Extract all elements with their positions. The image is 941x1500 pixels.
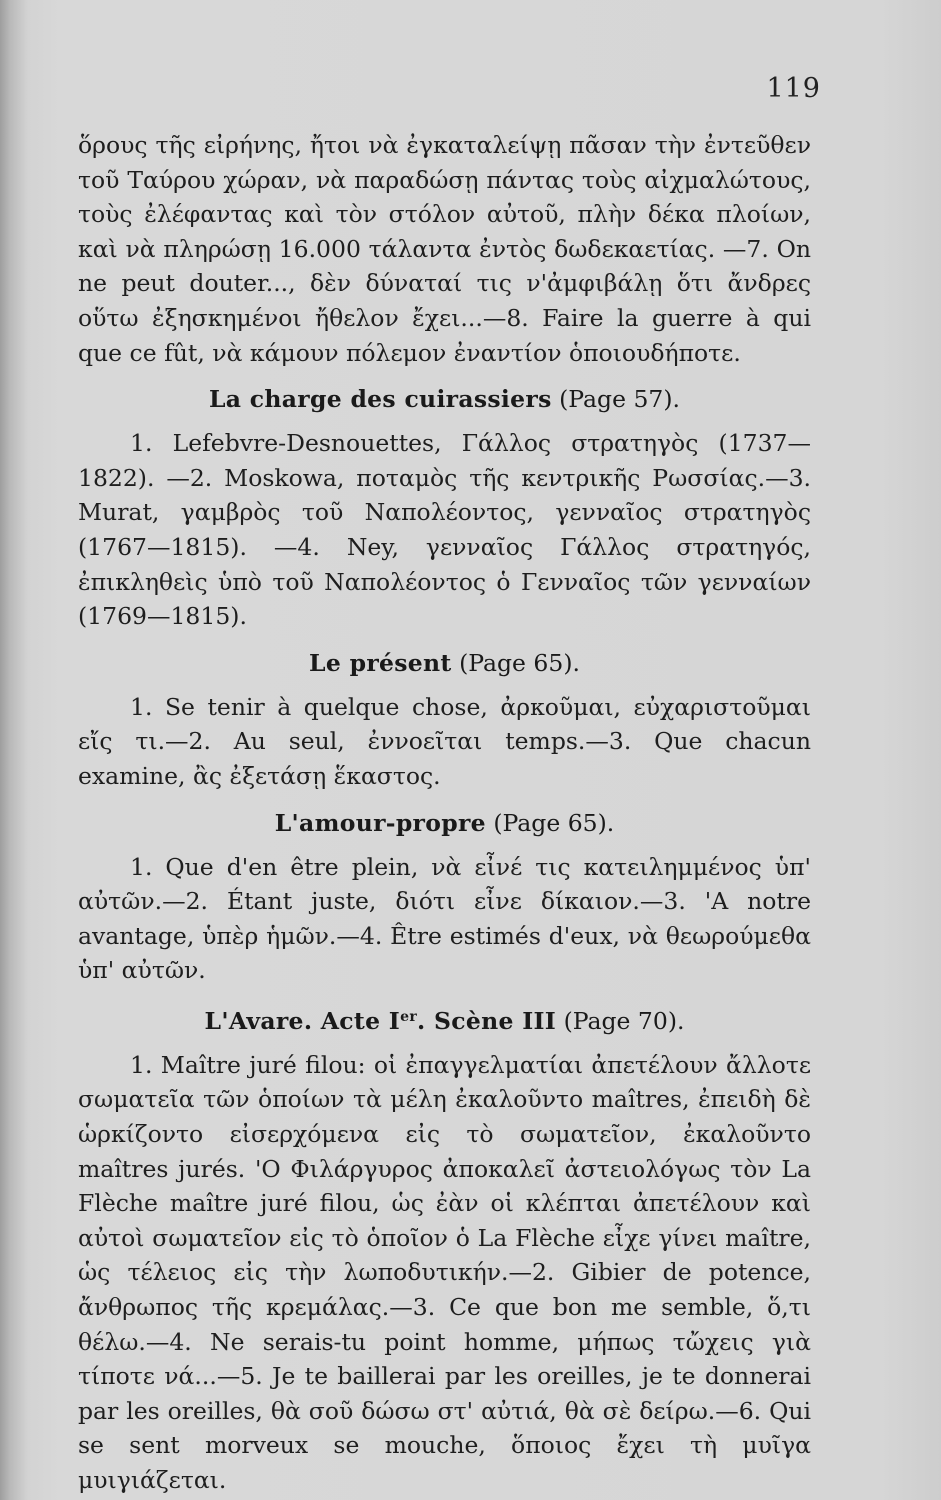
page-number: 119 (766, 73, 821, 104)
section-title (205, 1007, 557, 1035)
section-title: Le présent (309, 648, 452, 677)
paragraph-continuation: ὅρους τῆς εἰρήνης, ἤτοι νὰ ἐγκαταλείψῃ πᾶσαν τὴν ἐντεῦθεν τοῦ Ταύρου χώραν, νὰ παραδώσῃ πάντας τοὺς αἰχμαλώτους, τοὺς ἐλέφαντας καὶ τὸν στόλον αὐτοῦ, πλὴν δέκα πλοίων, καὶ νὰ πληρώσῃ 16.000 τάλαντα ἐντὸς δωδεκαετίας. —7. On ne peut douter..., δὲν δύναταί τις ν'ἀμφιβάλῃ ὅτι ἄνδρες οὕτω ἐξησκημένοι ἤθελον ἔχει...—8. Faire la guerre à qui que ce fût, νὰ κάμουν πόλεμον ἐναντίον ὁποιουδήποτε. (78, 131, 811, 367)
section-title: L'amour-propre (274, 808, 486, 837)
section-title-main: L'Avare. Acte I (204, 1006, 401, 1035)
section-notes-cuirassiers: 1. Lefebvre-Desnouettes, Γάλλος στρατηγὸς (1737—1822). —2. Moskowa, ποταμὸς τῆς κεντρικῆς Ρωσσίας.—3. Murat, γαμβρὸς τοῦ Ναπολέοντος, γενναῖος στρατηγὸς (1767—1815). —4. Ney, γενναῖος Γάλλος στρατηγός, ἐπικληθεὶς ὑπὸ τοῦ Ναπολέοντος ὁ Γενναῖος τῶν γενναίων (1769—1815). (78, 429, 811, 631)
section-page-ref: (Page 65). (459, 648, 580, 677)
section-notes-avare: 1. Maître juré filou: οἱ ἐπαγγελματίαι ἀπετέλουν ἄλλοτε σωματεῖα τῶν ὁποίων τὰ μέλη ἐκαλοῦντο maîtres, ἐπειδὴ δὲ ὡρκίζοντο εἰσερχόμενα εἰς τὸ σωματεῖον, ἐκαλοῦντο maîtres jurés. 'Ο Φιλάργυρος ἀποκαλεῖ ἀστειολόγως τὸν La Flèche maître juré filou, ὡς ἐὰν οἱ κλέπται ἀπετέλουν καὶ αὐτοὶ σωματεῖον εἰς τὸ ὁποῖον ὁ La Flèche εἶχε γίνει maître, ὡς τέλειος εἰς τὴν λωποδυτικήν.—2. Gibier de potence, ἄνθρωπος τῆς κρεμάλας.—3. Ce que bon me semble, ὅ,τι θέλω.—4. Ne serais-tu point homme, μήπως τὤχεις γιὰ τίποτε νά...—5. Je te baillerai par les oreilles, je te donnerai par les oreilles, θὰ σοῦ δώσω στ' αὐτιά, θὰ σὲ δείρω.—6. Qui se sent morveux se mouche, ὅποιος ἔχει τὴ μυῖγα μυιγιάζεται. (78, 1050, 811, 1494)
section-title-rest: . Scène III (417, 1006, 557, 1035)
section-page-ref: (Page 65). (493, 808, 615, 837)
section-page-ref: (Page 57). (559, 385, 681, 414)
section-heading-present (78, 648, 811, 678)
section-notes-amour-propre: 1. Que d'en être plein, νὰ εἶνέ τις κατειλημμένος ὑπ' αὐτῶν.—2. Étant juste, διότι εἶνε δίκαιον.—3. 'A notre avantage, ὑπὲρ ἡμῶν.—4. Être estimés d'eux, νὰ θεωρούμεθα ὑπ' αὐτῶν. (78, 852, 811, 985)
section-heading-avare (78, 1002, 811, 1036)
section-title-superscript: er (400, 1008, 417, 1025)
section-page-ref: (Page 70). (563, 1006, 685, 1035)
section-heading-cuirassiers (78, 384, 811, 414)
page-content (78, 128, 811, 1498)
section-heading-amour-propre (78, 808, 811, 838)
section-notes-present: 1. Se tenir à quelque chose, ἀρκοῦμαι, εὐχαριστοῦμαι εἴς τι.—2. Au seul, ἐννοεῖται temps.—3. Que chacun examine, ἂς ἐξετάσῃ ἕκαστος. (78, 692, 811, 790)
section-title: La charge des cuirassiers (208, 385, 552, 414)
